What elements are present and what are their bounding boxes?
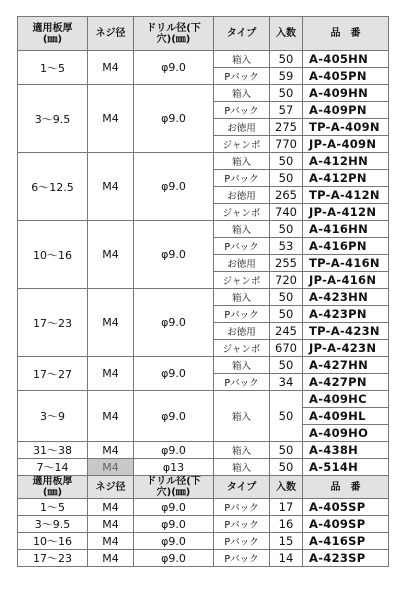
table-row — [18, 153, 389, 170]
part-number-cell: TP-A-416N — [303, 255, 389, 272]
drill-cell: φ9.0 — [134, 442, 214, 459]
type-cell: お徳用 — [214, 119, 270, 136]
sp-table-row — [18, 499, 389, 516]
type-cell: 箱入 — [214, 221, 270, 238]
qty-cell: 50 — [270, 306, 303, 323]
thickness-cell: 7～14 — [18, 459, 88, 476]
part-number-cell: A-409PN — [303, 102, 389, 119]
table-row — [18, 51, 389, 68]
type-cell: 箱入 — [214, 391, 270, 442]
qty-cell: 50 — [270, 459, 303, 476]
part-number-cell: TP-A-412N — [303, 187, 389, 204]
table-row — [18, 289, 389, 306]
thickness-cell: 3～9.5 — [18, 516, 88, 533]
screw-cell: M4 — [88, 221, 134, 289]
part-number-cell: A-405HN — [303, 51, 389, 68]
sp-header-drill — [134, 476, 214, 499]
thickness-cell: 31～38 — [18, 442, 88, 459]
product-spec-table — [17, 16, 388, 567]
thickness-cell: 1～5 — [18, 51, 88, 85]
screw-cell: M4 — [88, 550, 134, 567]
qty-cell: 50 — [270, 51, 303, 68]
table-row — [18, 85, 389, 102]
table-row — [18, 391, 389, 408]
qty-cell: 50 — [270, 85, 303, 102]
part-number-cell: A-423HN — [303, 289, 389, 306]
sp-header-qty — [270, 476, 303, 499]
thickness-cell: 17～23 — [18, 289, 88, 357]
sp-header-drill-label: ドリル径(下 穴)(㎜) — [146, 476, 201, 498]
sp-table-body — [18, 499, 389, 567]
qty-cell: 34 — [270, 374, 303, 391]
header-qty-label: 入数 — [276, 28, 296, 39]
part-number-cell: A-427PN — [303, 374, 389, 391]
sp-header-part — [303, 476, 389, 499]
sp-header-thickness — [18, 476, 88, 499]
drill-cell: φ9.0 — [134, 533, 214, 550]
part-number-cell: A-412HN — [303, 153, 389, 170]
qty-cell: 50 — [270, 442, 303, 459]
table-row — [18, 221, 389, 238]
thickness-cell: 3～9 — [18, 391, 88, 442]
type-cell: 箱入 — [214, 459, 270, 476]
type-cell: Pパック — [214, 533, 270, 550]
part-number-cell: A-514H — [303, 459, 389, 476]
type-cell: お徳用 — [214, 323, 270, 340]
sp-header-screw — [88, 476, 134, 499]
qty-cell: 50 — [270, 153, 303, 170]
qty-cell: 16 — [270, 516, 303, 533]
drill-cell: φ13 — [134, 459, 214, 476]
type-cell: Pパック — [214, 102, 270, 119]
screw-cell: M4 — [88, 459, 134, 476]
thickness-cell: 10～16 — [18, 221, 88, 289]
qty-cell: 245 — [270, 323, 303, 340]
thickness-cell: 1～5 — [18, 499, 88, 516]
qty-cell: 15 — [270, 533, 303, 550]
thickness-cell: 3～9.5 — [18, 85, 88, 153]
part-number-cell: A-409HC — [303, 391, 389, 408]
qty-cell: 50 — [270, 221, 303, 238]
screw-cell: M4 — [88, 391, 134, 442]
qty-cell: 17 — [270, 499, 303, 516]
type-cell: ジャンボ — [214, 136, 270, 153]
part-number-cell: A-409SP — [303, 516, 389, 533]
drill-cell: φ9.0 — [134, 153, 214, 221]
header-part — [303, 17, 389, 51]
type-cell: Pパック — [214, 499, 270, 516]
table-row — [18, 357, 389, 374]
table-header-row — [18, 17, 389, 51]
drill-cell: φ9.0 — [134, 391, 214, 442]
qty-cell: 265 — [270, 187, 303, 204]
thickness-cell: 17～27 — [18, 357, 88, 391]
qty-cell: 255 — [270, 255, 303, 272]
thickness-cell: 6～12.5 — [18, 153, 88, 221]
header-type — [214, 17, 270, 51]
type-cell: お徳用 — [214, 187, 270, 204]
type-cell: Pパック — [214, 516, 270, 533]
part-number-cell: A-409HL — [303, 408, 389, 425]
sp-header-thickness-label: 適用板厚 (㎜) — [32, 476, 73, 498]
drill-cell: φ9.0 — [134, 499, 214, 516]
part-number-cell: A-423PN — [303, 306, 389, 323]
type-cell: Pパック — [214, 306, 270, 323]
type-cell: ジャンボ — [214, 272, 270, 289]
qty-cell: 50 — [270, 357, 303, 374]
drill-cell: φ9.0 — [134, 85, 214, 153]
qty-cell: 275 — [270, 119, 303, 136]
header-thickness — [18, 17, 88, 51]
type-cell: 箱入 — [214, 357, 270, 374]
sp-header-type-label: タイプ — [226, 481, 257, 493]
qty-cell: 53 — [270, 238, 303, 255]
type-cell: Pパック — [214, 170, 270, 187]
header-drill — [134, 17, 214, 51]
qty-cell: 14 — [270, 550, 303, 567]
drill-cell: φ9.0 — [134, 289, 214, 357]
qty-cell: 770 — [270, 136, 303, 153]
main-table-body — [18, 51, 389, 476]
qty-cell: 50 — [270, 391, 303, 442]
sp-table-row — [18, 550, 389, 567]
part-number-cell: A-427HN — [303, 357, 389, 374]
screw-cell: M4 — [88, 51, 134, 85]
drill-cell: φ9.0 — [134, 357, 214, 391]
qty-cell: 740 — [270, 204, 303, 221]
screw-cell: M4 — [88, 442, 134, 459]
sp-header-row — [18, 476, 389, 499]
part-number-cell: A-416SP — [303, 533, 389, 550]
screw-cell: M4 — [88, 153, 134, 221]
type-cell: お徳用 — [214, 255, 270, 272]
qty-cell: 59 — [270, 68, 303, 85]
screw-cell: M4 — [88, 516, 134, 533]
sp-header-screw-label: ネジ径 — [95, 481, 126, 493]
part-number-cell: TP-A-409N — [303, 119, 389, 136]
header-part-label: 品 番 — [330, 28, 361, 39]
thickness-cell: 17～23 — [18, 550, 88, 567]
screw-cell: M4 — [88, 357, 134, 391]
part-number-cell: A-409HO — [303, 425, 389, 442]
screw-cell: M4 — [88, 533, 134, 550]
type-cell: Pパック — [214, 374, 270, 391]
part-number-cell: A-438H — [303, 442, 389, 459]
part-number-cell: JP-A-412N — [303, 204, 389, 221]
table-row — [18, 459, 389, 476]
part-number-cell: JP-A-409N — [303, 136, 389, 153]
part-number-cell: JP-A-416N — [303, 272, 389, 289]
qty-cell: 50 — [270, 289, 303, 306]
qty-cell: 670 — [270, 340, 303, 357]
header-qty — [270, 17, 303, 51]
thickness-cell: 10～16 — [18, 533, 88, 550]
header-type-label: タイプ — [226, 28, 257, 39]
type-cell: ジャンボ — [214, 204, 270, 221]
qty-cell: 50 — [270, 170, 303, 187]
sp-header-part-label: 品 番 — [330, 481, 361, 493]
drill-cell: φ9.0 — [134, 51, 214, 85]
qty-cell: 57 — [270, 102, 303, 119]
type-cell: 箱入 — [214, 85, 270, 102]
sp-table-header — [18, 476, 389, 499]
sp-table-row — [18, 533, 389, 550]
part-number-cell: A-412PN — [303, 170, 389, 187]
drill-cell: φ9.0 — [134, 550, 214, 567]
type-cell: 箱入 — [214, 51, 270, 68]
qty-cell: 720 — [270, 272, 303, 289]
part-number-cell: A-416HN — [303, 221, 389, 238]
type-cell: 箱入 — [214, 153, 270, 170]
part-number-cell: A-405PN — [303, 68, 389, 85]
part-number-cell: A-409HN — [303, 85, 389, 102]
type-cell: Pパック — [214, 68, 270, 85]
part-number-cell: A-416PN — [303, 238, 389, 255]
screw-cell: M4 — [88, 499, 134, 516]
sp-header-type — [214, 476, 270, 499]
part-number-cell: TP-A-423N — [303, 323, 389, 340]
part-number-cell: JP-A-423N — [303, 340, 389, 357]
part-number-cell: A-423SP — [303, 550, 389, 567]
type-cell: Pパック — [214, 238, 270, 255]
part-number-cell: A-405SP — [303, 499, 389, 516]
sp-header-qty-label: 入数 — [276, 481, 296, 493]
screw-cell: M4 — [88, 85, 134, 153]
table-row — [18, 442, 389, 459]
type-cell: Pパック — [214, 550, 270, 567]
drill-cell: φ9.0 — [134, 221, 214, 289]
header-thickness-label: 適用板厚 (㎜) — [32, 22, 73, 45]
type-cell: 箱入 — [214, 442, 270, 459]
header-drill-label: ドリル径(下 穴)(㎜) — [146, 22, 201, 45]
drill-cell: φ9.0 — [134, 516, 214, 533]
header-screw-label: ネジ径 — [95, 28, 126, 39]
sp-table-row — [18, 516, 389, 533]
type-cell: ジャンボ — [214, 340, 270, 357]
type-cell: 箱入 — [214, 289, 270, 306]
header-screw — [88, 17, 134, 51]
screw-cell: M4 — [88, 289, 134, 357]
